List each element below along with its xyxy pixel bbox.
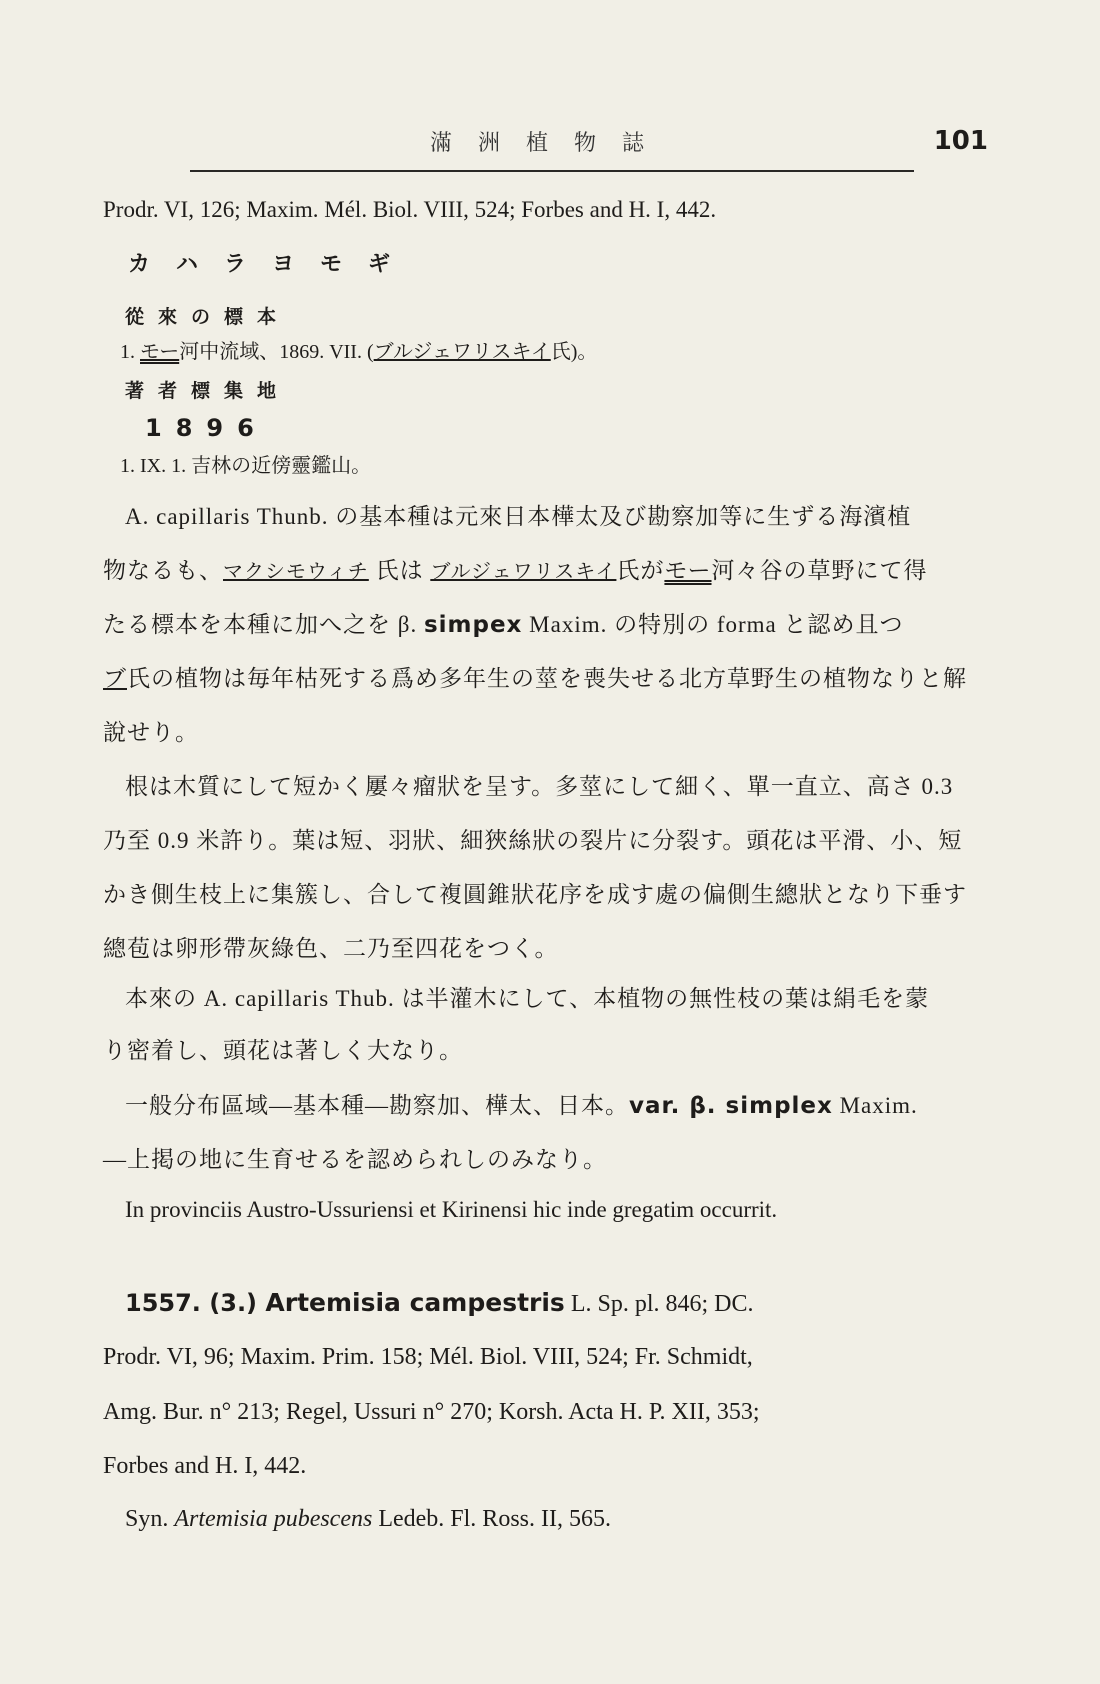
text-segment: Maxim. <box>832 1093 918 1118</box>
page-number: 101 <box>933 126 988 156</box>
section-author-specimens: 著者標集地 <box>125 380 291 402</box>
japanese-plant-name: カハラヨモギ <box>128 252 417 277</box>
text-segment: 河々谷の草野にて得 <box>711 558 928 583</box>
species-name: Artemisia campestris <box>265 1288 565 1317</box>
paragraph-1-line-4 <box>103 665 1000 693</box>
variety-name: var. β. simplex <box>629 1093 833 1119</box>
text-segment: たる標本を本種に加へ之を β. <box>103 612 424 637</box>
synonym-name: Artemisia pubescens <box>174 1506 373 1532</box>
person-name: ブルジェワリスキイ <box>430 561 617 583</box>
synonym-line <box>125 1505 1000 1534</box>
specimen-number: 1. <box>120 341 140 363</box>
entry-reference-4: Forbes and H. I, 442. <box>103 1453 307 1479</box>
person-name: マクシモウィチ <box>223 561 369 583</box>
paragraph-1-line-5: 說せり。 <box>103 720 199 745</box>
synonym-reference: Ledeb. Fl. Ross. II, 565. <box>372 1506 611 1532</box>
section-previous-specimens: 從來の標本 <box>125 306 291 328</box>
paragraph-1-line-2 <box>103 557 1000 585</box>
entry-reference-3: Amg. Bur. n° 213; Regel, Ussuri n° 270; Korsh. Acta H. P. XII, 353; <box>103 1399 760 1425</box>
author-specimen-1: 1. IX. 1. 吉林の近傍靈鑑山。 <box>120 455 372 477</box>
specimen-locality: 河中流域、1869. VII. ( <box>179 341 374 363</box>
text-segment: 氏の植物は毎年枯死する爲め多年生の莖を喪失せる北方草野生の植物なりと解 <box>127 666 967 691</box>
previous-specimen-1 <box>120 340 1000 364</box>
variety-name: simpex <box>423 612 523 638</box>
paragraph-2-line-3: かき側生枝上に集簇し、合して複圓錐狀花序を成す處の偏側生總狀となり下垂す <box>103 882 967 907</box>
specimen-suffix: 氏)。 <box>550 341 598 363</box>
entry-heading <box>125 1288 1000 1319</box>
paragraph-4-line-1 <box>125 1092 1000 1121</box>
text-segment: 物なるも、 <box>103 558 223 583</box>
paragraph-3-line-2: り密着し、頭花は著しく大なり。 <box>103 1038 463 1063</box>
paragraph-3-line-1: 本來の A. capillaris Thub. は半灌木にして、本植物の無性枝の葉は絹毛を蒙 <box>125 986 930 1011</box>
latin-distribution: In provinciis Austro-Ussuriensi et Kirinensi hic inde gregatim occurrit. <box>125 1197 778 1222</box>
paragraph-2-line-2: 乃至 0.9 米許り。葉は短、羽狀、細狹絲狀の裂片に分裂す。頭花は平滑、小、短 <box>103 828 963 853</box>
paragraph-1-line-1: A. capillaris Thunb. の基本種は元來日本樺太及び勘察加等に生ずる海濱植 <box>125 504 912 529</box>
text-segment: 一般分布區域—基本種—勘察加、樺太、日本。 <box>125 1093 629 1118</box>
header-rule <box>190 170 914 172</box>
reference-line: Prodr. VI, 126; Maxim. Mél. Biol. VIII, 524; Forbes and H. I, 442. <box>103 197 717 222</box>
text-segment: Maxim. の特別の forma と認め且つ <box>522 612 904 637</box>
running-header-title: 滿洲植物誌 <box>429 131 670 156</box>
synonym-label: Syn. <box>125 1506 175 1532</box>
person-abbrev: ブ <box>103 666 127 691</box>
paragraph-1-line-3 <box>103 611 1000 640</box>
entry-reference-2: Prodr. VI, 96; Maxim. Prim. 158; Mél. Biol. VIII, 524; Fr. Schmidt, <box>103 1344 753 1370</box>
paragraph-4-line-2: —上掲の地に生育せるを認められしのみなり。 <box>103 1147 607 1172</box>
entry-reference: L. Sp. pl. 846; DC. <box>564 1291 754 1317</box>
text-segment: 氏は <box>368 558 431 583</box>
collector-name: ブルジェワリスキイ <box>373 341 551 363</box>
paragraph-2-line-1: 根は木質にして短かく屢々瘤狀を呈す。多莖にして細く、單一直立、高さ 0.3 <box>125 774 954 799</box>
river-name: モー <box>140 341 180 363</box>
paragraph-2-line-4: 總苞は卵形帶灰綠色、二乃至四花をつく。 <box>103 936 559 961</box>
river-name: モー <box>664 558 712 583</box>
collection-year: 1896 <box>145 414 268 442</box>
text-segment: 氏が <box>616 558 665 583</box>
entry-number: 1557. (3.) <box>125 1289 266 1317</box>
